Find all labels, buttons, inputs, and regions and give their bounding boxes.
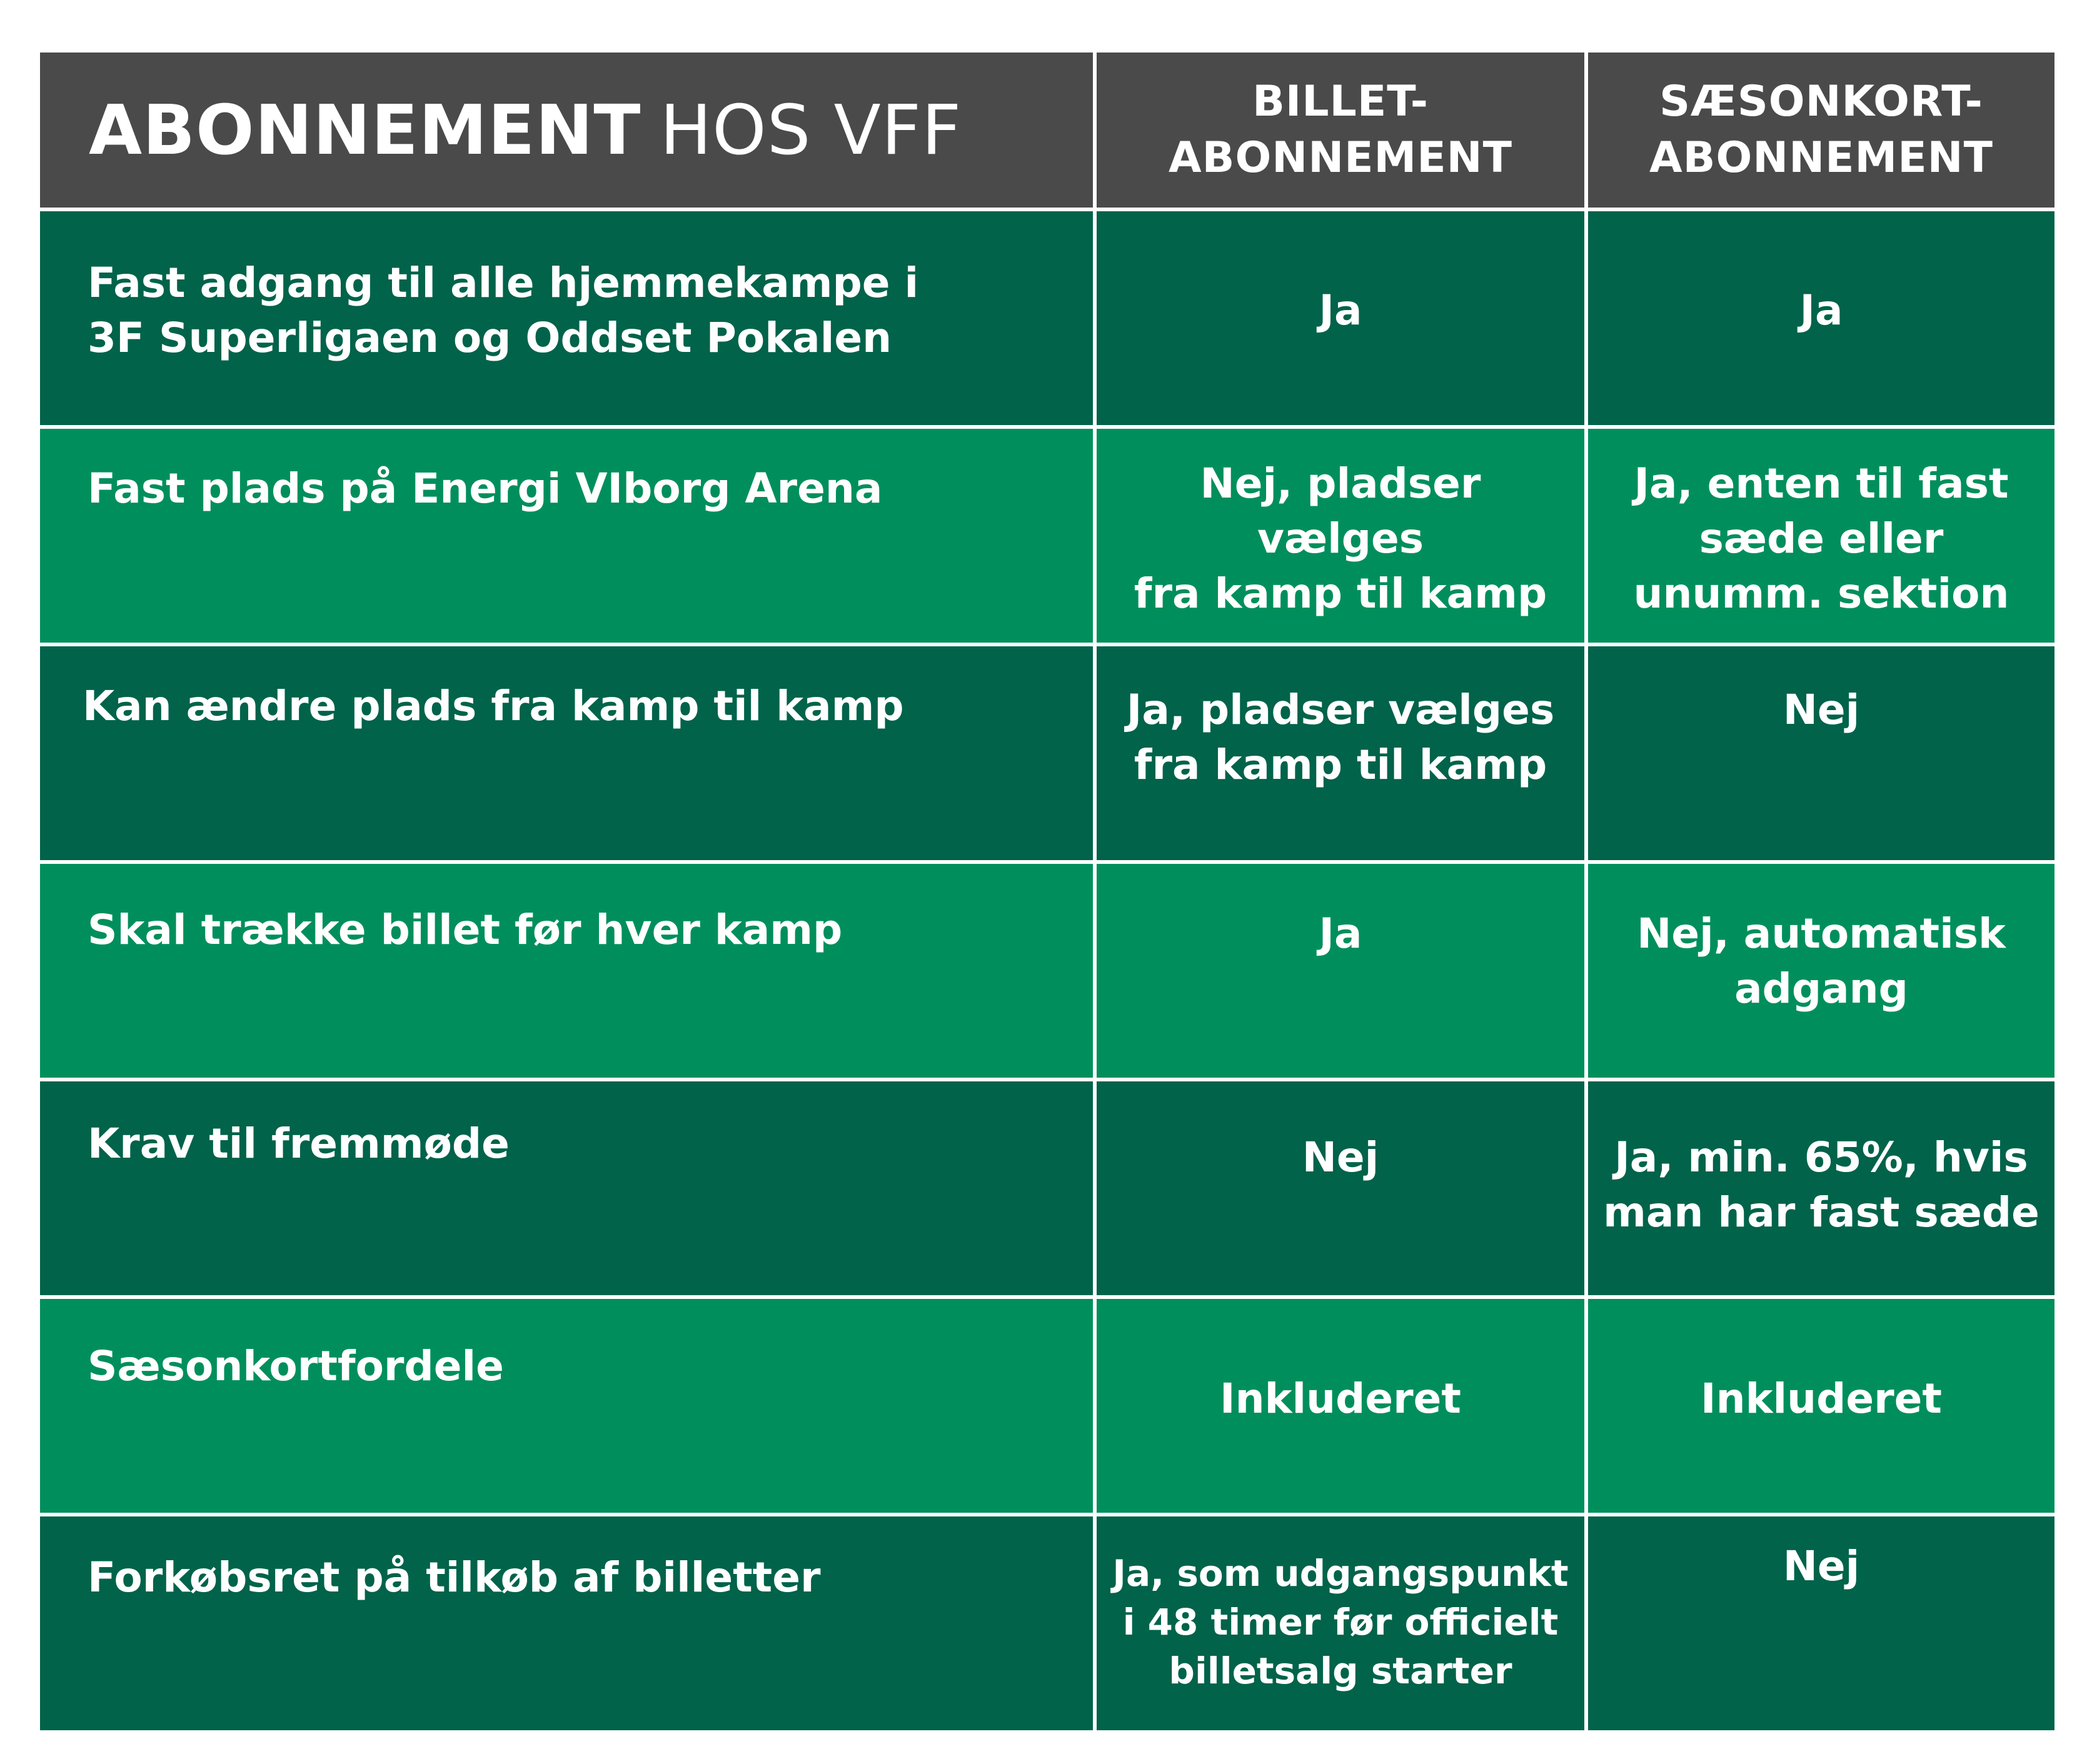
row-value-saeson: Ja <box>1588 211 2054 425</box>
title-light: HOS VFF <box>660 90 962 170</box>
row-value-billet: Nej <box>1097 1081 1584 1295</box>
row-value-billet: Ja <box>1097 211 1584 425</box>
row-value-billet: Ja, pladser vælges fra kamp til kamp <box>1097 646 1584 860</box>
row-value-saeson: Nej <box>1588 646 2054 860</box>
row-value-saeson: Nej <box>1588 1516 2054 1730</box>
row-label-aendre-plads: Kan ændre plads fra kamp til kamp <box>40 646 1093 860</box>
table-title <box>40 53 1093 208</box>
row-value-billet: Inkluderet <box>1097 1299 1584 1513</box>
row-label-krav-fremmoede: Krav til fremmøde <box>40 1081 1093 1295</box>
column-header-saeson: SÆSONKORT- ABONNEMENT <box>1588 53 2054 208</box>
row-value-saeson: Nej, automatisk adgang <box>1588 864 2054 1078</box>
comparison-table <box>40 53 2054 1728</box>
row-value-billet: Ja, som udgangspunkt i 48 timer før officielt billetsalg starter <box>1097 1516 1584 1730</box>
row-label-forkoebsret: Forkøbsret på tilkøb af billetter <box>40 1516 1093 1730</box>
row-value-saeson: Ja, min. 65%, hvis man har fast sæde <box>1588 1081 2054 1295</box>
title-bold: ABONNEMENT <box>89 90 641 170</box>
row-label-fast-plads: Fast plads på Energi VIborg Arena <box>40 429 1093 643</box>
row-value-saeson: Inkluderet <box>1588 1299 2054 1513</box>
column-header-billet: BILLET- ABONNEMENT <box>1097 53 1584 208</box>
row-label-fast-adgang: Fast adgang til alle hjemmekampe i 3F Superligaen og Oddset Pokalen <box>40 211 1093 425</box>
row-label-saesonkortfordele: Sæsonkortfordele <box>40 1299 1093 1513</box>
row-value-billet: Ja <box>1097 864 1584 1078</box>
row-value-saeson: Ja, enten til fast sæde eller unumm. sektion <box>1588 429 2054 643</box>
row-label-traekke-billet: Skal trække billet før hver kamp <box>40 864 1093 1078</box>
row-value-billet: Nej, pladser vælges fra kamp til kamp <box>1097 429 1584 643</box>
